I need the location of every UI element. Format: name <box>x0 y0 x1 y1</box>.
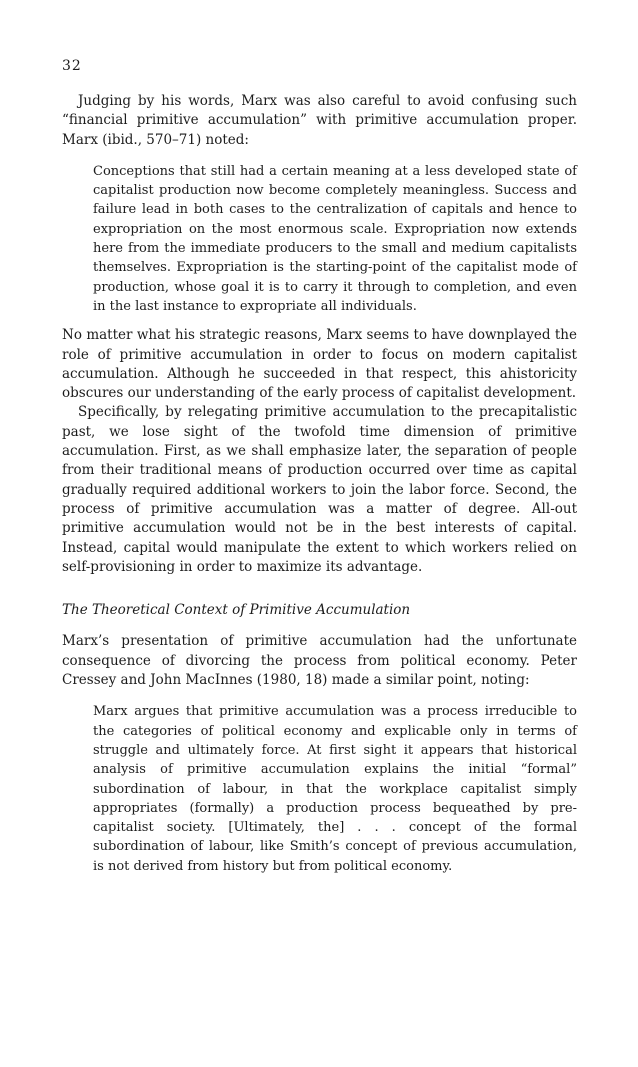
paragraph-3: Specifically, by relegating primitive accumulation to the precapitalistic past, we lose sight of the twofold time dimension of primitive accumulation. First, as we shall emphasize later, the separation of people from their traditional means of production occurred over time as capital gradually required additional workers to join the labor force. Second, the process of primitive accumulation was a matter of degree. All-out primitive accumulation would not be in the best interests of capital. Instead, capital would manipulate the extent to which workers relied on self-provisioning in order to maximize its advantage. <box>62 404 577 575</box>
block-quote-1: Conceptions that still had a certain meaning at a less developed state of capitalist production now become completely meaningless. Success and failure lead in both cases to the centralization of capitals and hence to expropriation on the most enormous scale. Expropriation now extends here from the immediate producers to the small and medium capitalists themselves. Expropriation is the starting-point of the capitalist mode of production, whose goal it is to carry it through to completion, and even in the last instance to expropriate all individuals. <box>93 163 577 314</box>
paragraph-4: Marx’s presentation of primitive accumulation had the unfortunate consequence of divorcing the process from political economy. Peter Cressey and John MacInnes (1980, 18) made a similar point, noting: <box>62 633 577 689</box>
block-quote-2: Marx argues that primitive accumulation was a process irreducible to the categories of political economy and explicable only in terms of struggle and ultimately force. At first sight it appears that historical analysis of primitive accumulation explains the initial “formal” subordination of labour, in that the workplace capitalist simply appropriates (formally) a production process bequeathed by pre-capitalist society. [Ultimately, the] . . . concept of the formal subordination of labour, like Smith’s concept of previous accumulation, is not derived from history but from political economy. <box>93 704 577 874</box>
page-number: 32 <box>62 58 82 74</box>
book-page <box>62 58 577 876</box>
section-heading: The Theoretical Context of Primitive Accumulation <box>62 602 411 619</box>
paragraph-2: No matter what his strategic reasons, Marx seems to have downplayed the role of primitive accumulation in order to focus on modern capitalist accumulation. Although he succeeded in that respect, this ahistoricity obscures our understanding of the early process of capitalist development. <box>62 327 577 402</box>
paragraph-1: Judging by his words, Marx was also careful to avoid confusing such “financial primitive accumulation” with primitive accumulation proper. Marx (ibid., 570–71) noted: <box>62 93 577 148</box>
